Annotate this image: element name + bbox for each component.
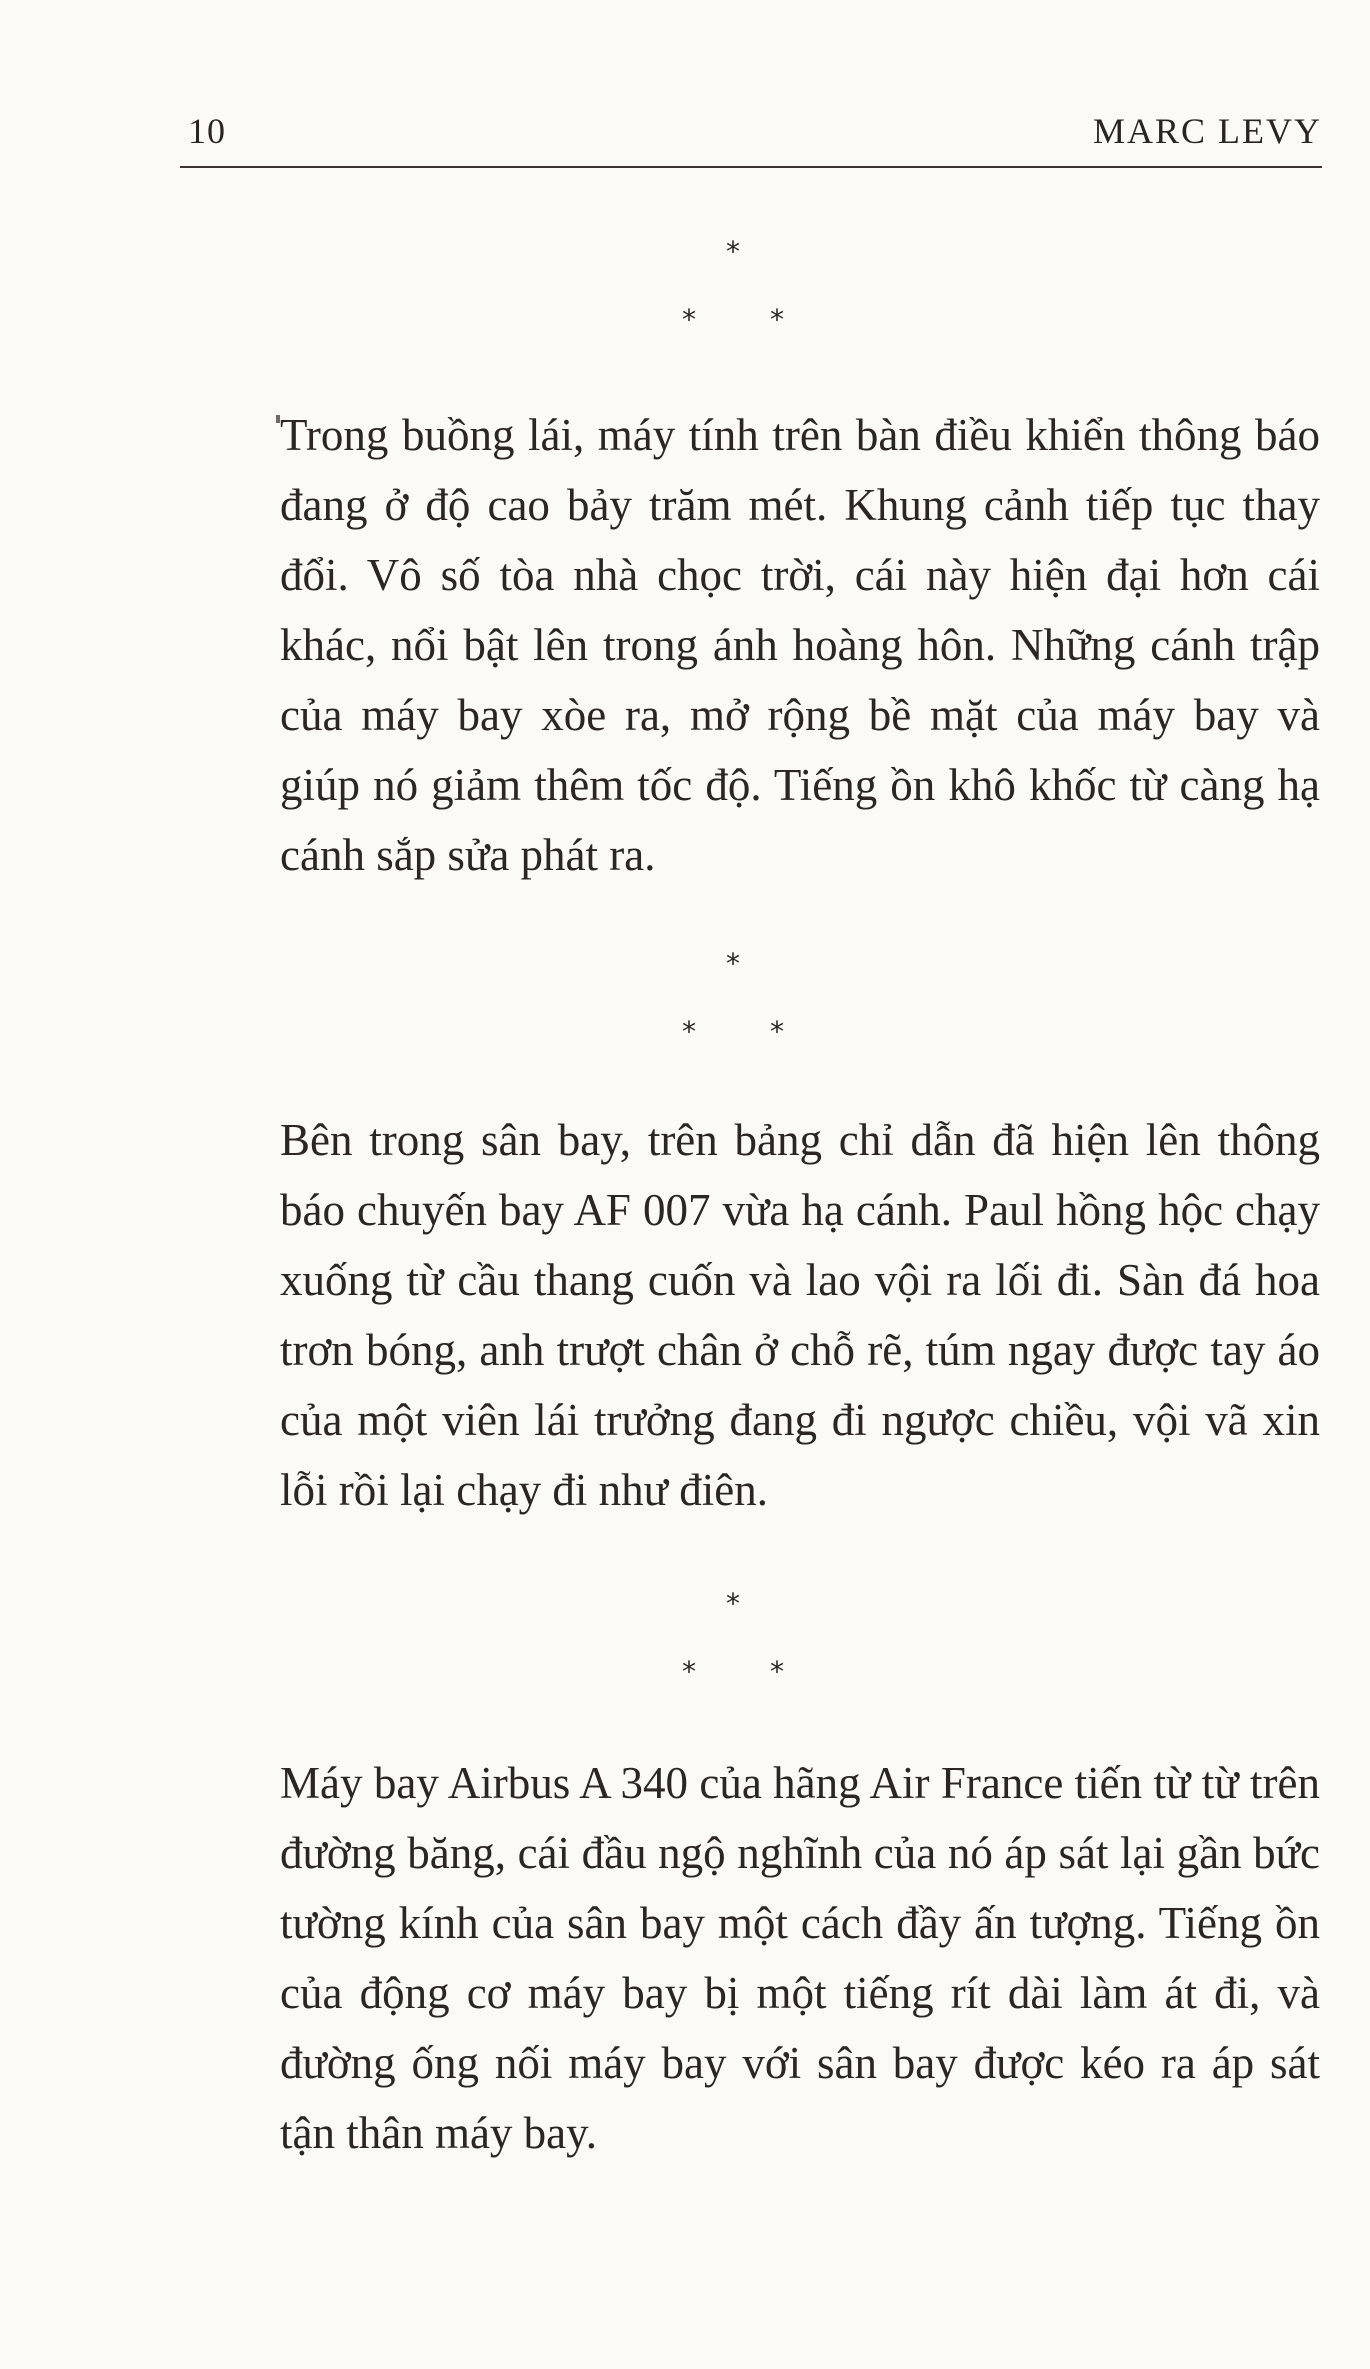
asterisk-icon: * bbox=[682, 303, 696, 336]
asterisk-icon: * bbox=[770, 1015, 784, 1048]
asterisk-icon: * bbox=[682, 1015, 696, 1048]
asterisk-icon: * bbox=[770, 1655, 784, 1688]
header-rule bbox=[180, 166, 1322, 168]
paragraph-airport: Bên trong sân bay, trên bảng chỉ dẫn đã hiện lên thông báo chuyến bay AF 007 vừa hạ cánh. Paul hồng hộc chạy xuống từ cầu thang cuốn và lao vội ra lối đi. Sàn đá hoa trơn bóng, anh trượt chân ở chỗ rẽ, túm ngay được tay áo của một viên lái trưởng đang đi ngược chiều, vội vã xin lỗi rồi lại chạy đi như điên. bbox=[280, 1115, 1320, 1515]
page-header bbox=[180, 100, 1322, 160]
asterisk-icon: * bbox=[770, 303, 784, 336]
section-break-2 bbox=[640, 947, 840, 1080]
paragraph-cockpit: Trong buồng lái, máy tính trên bàn điều khiển thông báo đang ở độ cao bảy trăm mét. Khung cảnh tiếp tục thay đổi. Vô số tòa nhà chọc trời, cái này hiện đại hơn cái khác, nổi bật lên trong ánh hoàng hôn. Những cánh trập của máy bay xòe ra, mở rộng bề mặt của máy bay và giúp nó giảm thêm tốc độ. Tiếng ồn khô khốc từ càng hạ cánh sắp sửa phát ra. bbox=[280, 410, 1320, 880]
page-number: 10 bbox=[188, 111, 226, 151]
asterisk-icon: * bbox=[726, 235, 740, 268]
running-head-author: MARC LEVY bbox=[1092, 111, 1322, 151]
asterisk-icon: * bbox=[682, 1655, 696, 1688]
paragraph-airbus: Máy bay Airbus A 340 của hãng Air France tiến từ từ trên đường băng, cái đầu ngộ nghĩnh của nó áp sát lại gần bức tường kính của sân bay một cách đầy ấn tượng. Tiếng ồn của động cơ máy bay bị một tiếng rít dài làm át đi, và đường ống nối máy bay với sân bay được kéo ra áp sát tận thân máy bay. bbox=[280, 1758, 1320, 2158]
section-break-1 bbox=[640, 235, 840, 368]
section-break-3 bbox=[640, 1587, 840, 1720]
asterisk-icon: * bbox=[726, 947, 740, 980]
asterisk-icon: * bbox=[726, 1587, 740, 1620]
